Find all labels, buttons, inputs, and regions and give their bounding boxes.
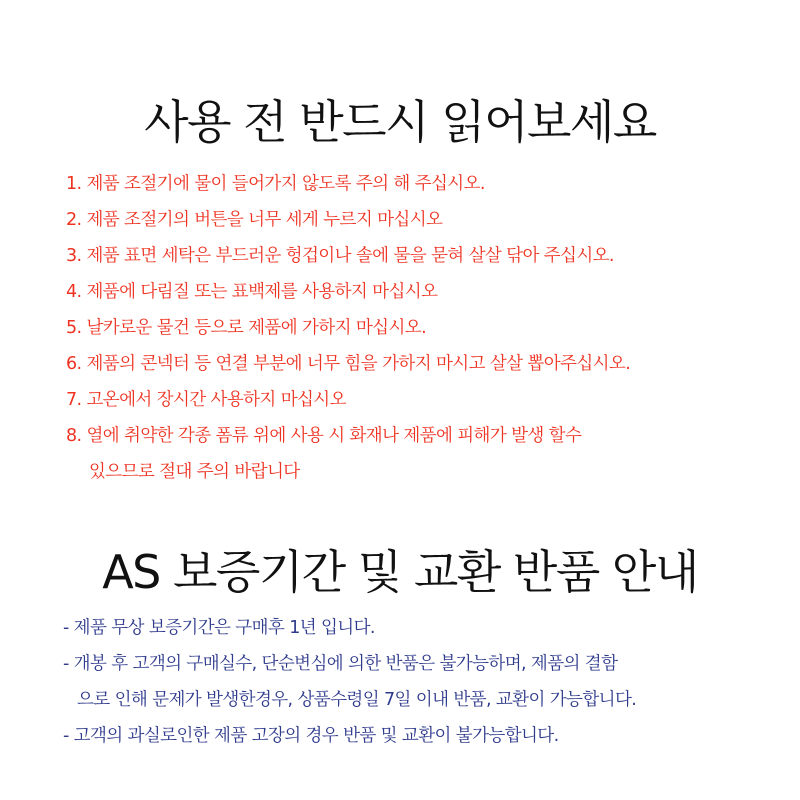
as-guide-item-2: - 개봉 후 고객의 구매실수, 단순변심에 의한 반품은 불가능하며, 제품의 결함 xyxy=(63,654,618,674)
precaution-item-1: 1. 제품 조절기에 물이 들어가지 않도록 주의 해 주십시오. xyxy=(66,174,485,194)
precaution-item-8-continued: 있으므로 절대 주의 바랍니다 xyxy=(89,462,300,482)
precaution-item-4: 4. 제품에 다림질 또는 표백제를 사용하지 마십시오 xyxy=(66,282,438,302)
as-guide-item-2-continued: 으로 인해 문제가 발생한경우, 상품수령일 7일 이내 반품, 교환이 가능합니다. xyxy=(77,690,637,710)
precaution-item-8: 8. 열에 취약한 각종 폼류 위에 사용 시 화재나 제품에 피해가 발생 할수 xyxy=(66,426,582,446)
precaution-item-7: 7. 고온에서 장시간 사용하지 마십시오 xyxy=(66,390,346,410)
precautions-title: 사용 전 반드시 읽어보세요 xyxy=(144,95,656,149)
precautions-list xyxy=(66,170,630,494)
precaution-item-3: 3. 제품 표면 세탁은 부드러운 헝겁이나 솔에 물을 묻혀 살살 닦아 주십시오. xyxy=(66,246,614,266)
precaution-item-5: 5. 날카로운 물건 등으로 제품에 가하지 마십시오. xyxy=(66,318,427,338)
as-guide-list xyxy=(63,614,636,758)
as-guide-item-3: - 고객의 과실로인한 제품 고장의 경우 반품 및 교환이 불가능합니다. xyxy=(63,726,559,746)
as-guide-item-1: - 제품 무상 보증기간은 구매후 1년 입니다. xyxy=(63,618,375,638)
as-guide-title: AS 보증기간 및 교환 반품 안내 xyxy=(102,545,698,599)
precaution-item-6: 6. 제품의 콘넥터 등 연결 부분에 너무 힘을 가하지 마시고 살살 뽑아주십시오. xyxy=(66,354,631,374)
precaution-item-2: 2. 제품 조절기의 버튼을 너무 세게 누르지 마십시오 xyxy=(66,210,443,230)
